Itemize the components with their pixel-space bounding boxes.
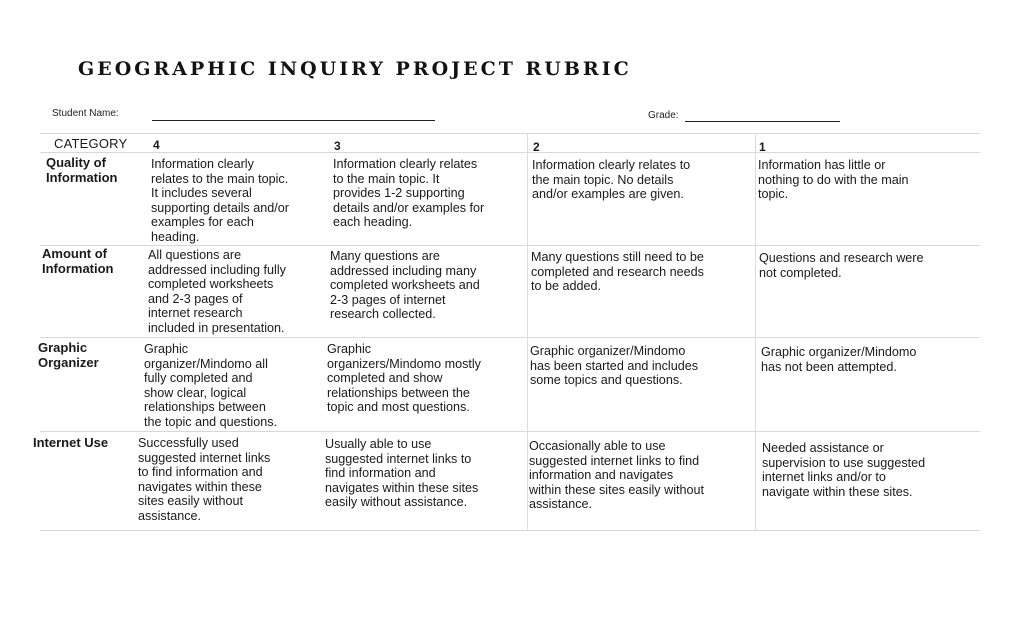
rubric-cell: Information clearly relates to the main topic. It provides 1-2 supporting details and/or examples for each heading.: [333, 157, 485, 230]
score-header-3: 3: [334, 139, 341, 153]
rubric-cell: Information clearly relates to the main topic. It includes several supporting details and/or examples for each heading.: [151, 157, 289, 244]
rubric-cell: All questions are addressed including fully completed worksheets and 2-3 pages of internet research included in presentation.: [148, 248, 286, 335]
rubric-cell: Graphic organizer/Mindomo has been started and includes some topics and questions.: [530, 344, 699, 388]
row-border: [40, 245, 980, 246]
row-border: [40, 337, 980, 338]
rubric-cell: Many questions still need to be completed and research needs to be added.: [531, 250, 704, 294]
row-border: [40, 431, 980, 432]
rubric-cell: Information has little or nothing to do with the main topic.: [758, 158, 909, 202]
rubric-cell: Successfully used suggested internet links to find information and navigates within these sites easily without assistance.: [138, 436, 271, 523]
grade-label: Grade:: [648, 110, 679, 121]
header-row-border: [40, 152, 980, 153]
column-divider: [755, 133, 756, 530]
column-divider: [527, 133, 528, 530]
score-header-1: 1: [759, 140, 766, 154]
score-header-4: 4: [153, 138, 160, 152]
category-graphic-organizer: Graphic Organizer: [38, 340, 99, 370]
student-name-label: Student Name:: [52, 108, 119, 119]
category-header: CATEGORY: [54, 136, 128, 151]
score-header-2: 2: [533, 140, 540, 154]
rubric-cell: Many questions are addressed including many completed worksheets and 2-3 pages of internet research collected.: [330, 249, 480, 322]
category-internet-use: Internet Use: [33, 435, 109, 450]
category-amount-of-information: Amount of Information: [42, 246, 114, 276]
grade-line: [685, 121, 840, 122]
category-quality-of-information: Quality of Information: [46, 155, 118, 185]
student-name-line: [152, 120, 435, 121]
table-top-border: [40, 133, 980, 134]
rubric-cell: Information clearly relates to the main topic. No details and/or examples are given.: [532, 158, 691, 202]
rubric-cell: Graphic organizer/Mindomo all fully completed and show clear, logical relationships between the topic and questions.: [144, 342, 278, 429]
rubric-cell: Needed assistance or supervision to use suggested internet links and/or to navigate within these sites.: [762, 441, 926, 499]
rubric-cell: Usually able to use suggested internet links to find information and navigates within these sites easily without assistance.: [325, 437, 479, 510]
rubric-cell: Graphic organizer/Mindomo has not been attempted.: [761, 345, 917, 374]
rubric-cell: Questions and research were not completed.: [759, 251, 924, 280]
rubric-cell: Graphic organizers/Mindomo mostly completed and show relationships between the topic and most questions.: [327, 342, 481, 415]
rubric-cell: Occasionally able to use suggested internet links to find information and navigates within these sites easily without assistance.: [529, 439, 704, 512]
page-title: GEOGRAPHIC INQUIRY PROJECT RUBRIC: [78, 58, 632, 80]
table-bottom-border: [40, 530, 980, 531]
